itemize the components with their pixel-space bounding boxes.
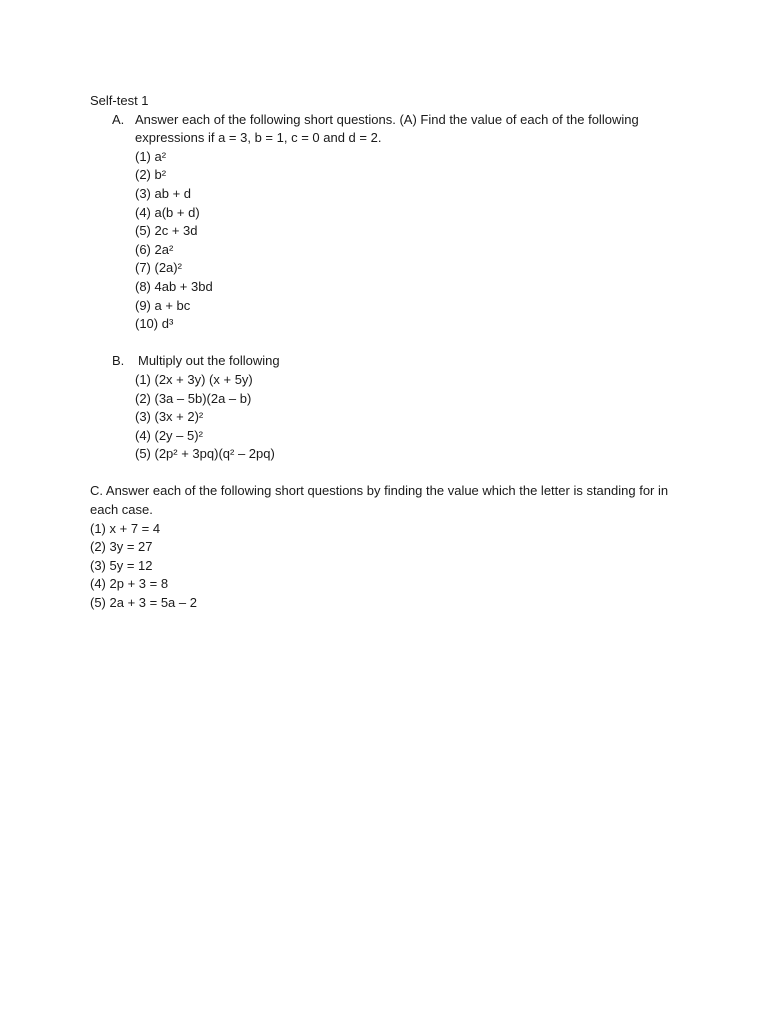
list-item: (10) d³ — [135, 316, 174, 332]
list-item: (2) 3y = 27 — [90, 539, 153, 555]
spacer — [90, 334, 680, 353]
list-item: (5) (2p² + 3pq)(q² – 2pq) — [135, 446, 275, 462]
spacer — [90, 464, 680, 483]
list-item: (9) a + bc — [135, 297, 191, 313]
list-item: (7) (2a)² — [135, 260, 182, 276]
section-b-header — [112, 352, 680, 371]
list-item: (4) a(b + d) — [135, 204, 200, 220]
document-body — [90, 92, 680, 613]
list-item: (1) (2x + 3y) (x + 5y) — [135, 371, 253, 387]
section-a — [90, 111, 680, 334]
section-c-list — [90, 520, 680, 613]
section-b-list — [90, 371, 680, 464]
section-a-instruction: Answer each of the following short questions. (A) Find the value of each of the following expressions if a = 3, b = 1, c = 0 and d = 2. — [135, 111, 639, 146]
section-c-instruction: C. Answer each of the following short questions by finding the value which the letter is standing for in each case. — [90, 483, 669, 518]
list-item: (3) 5y = 12 — [90, 557, 153, 573]
list-item: (4) 2p + 3 = 8 — [90, 576, 169, 592]
document-title: Self-test 1 — [90, 93, 149, 108]
list-item: (3) (3x + 2)² — [135, 409, 204, 425]
list-item: (6) 2a² — [135, 241, 174, 257]
list-item: (4) (2y – 5)² — [135, 427, 203, 443]
list-item: (2) b² — [135, 167, 167, 183]
list-item: (2) (3a – 5b)(2a – b) — [135, 390, 252, 406]
list-item: (5) 2c + 3d — [135, 223, 198, 239]
section-c — [90, 482, 680, 612]
list-item: (1) x + 7 = 4 — [90, 520, 161, 536]
section-b-instruction: Multiply out the following — [138, 353, 280, 369]
section-a-header — [112, 111, 680, 148]
section-a-letter: A. — [112, 111, 125, 127]
section-b — [90, 352, 680, 464]
list-item: (3) ab + d — [135, 185, 192, 201]
section-a-list — [90, 148, 680, 334]
section-b-letter: B. — [112, 353, 125, 369]
list-item: (5) 2a + 3 = 5a – 2 — [90, 595, 197, 611]
list-item: (1) a² — [135, 148, 167, 164]
list-item: (8) 4ab + 3bd — [135, 278, 213, 294]
